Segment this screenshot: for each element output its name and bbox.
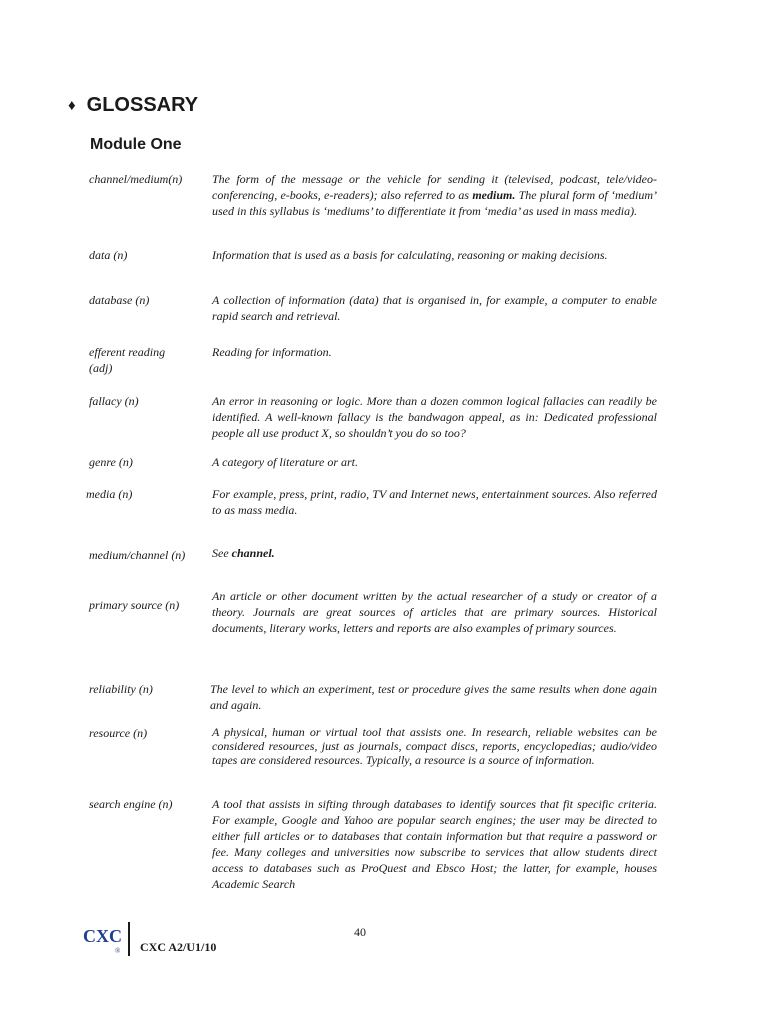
module-title: Module One: [90, 136, 182, 153]
svg-text:®: ®: [115, 947, 121, 955]
glossary-definition: Reading for information.: [212, 345, 332, 359]
page-number: 40: [354, 925, 366, 939]
glossary-term: media (n): [86, 487, 133, 501]
glossary-term: efferent reading (adj): [89, 345, 166, 375]
glossary-term: database (n): [89, 293, 150, 307]
glossary-term: genre (n): [89, 455, 133, 469]
footer-divider: [128, 922, 130, 956]
glossary-title: GLOSSARY: [86, 94, 199, 116]
glossary-definition: The level to which an experiment, test or procedure gives the same results when done again and again.: [210, 682, 657, 712]
glossary-term: channel/medium(n): [89, 172, 183, 186]
glossary-definition: A physical, human or virtual tool that assists one. In research, reliable websites can be considered resources, just as journals, compact discs, reports, encyclopedias; audio/video tapes are considered resources. Typically, a resource is a source of information.: [212, 725, 657, 767]
cxc-logo-icon: [83, 922, 123, 956]
glossary-definition: A category of literature or art.: [212, 455, 358, 469]
svg-text:CXC: CXC: [83, 926, 122, 946]
glossary-definition: The form of the message or the vehicle for sending it (televised, podcast, tele/video-conferencing, e-books, e-readers); also referred to as medium. The plural form of ‘medium’ used in this syllabus is ‘mediums’ to differentiate it from ‘media’ as used in mass media).: [212, 172, 657, 218]
glossary-definition: A collection of information (data) that is organised in, for example, a computer to enable rapid search and retrieval.: [212, 293, 657, 323]
diamond-bullet-icon: ♦: [68, 97, 76, 114]
glossary-definition: A tool that assists in sifting through databases to identify sources that fit specific criteria. For example, Google and Yahoo are popular search engines; the user may be directed to either full articles or to databases that contain information but that require a password or fee. Many colleges and universities now subscribe to services that allow students direct access to databases such as ProQuest and Ebsco Host; the latter, for example, houses Academic Search: [212, 797, 657, 891]
glossary-definition: An article or other document written by the actual researcher of a study or creator of a theory. Journals are great sources of articles that are primary sources. Historical documents, literary works, letters and reports are also examples of primary sources.: [212, 589, 657, 635]
glossary-term: search engine (n): [89, 797, 173, 811]
glossary-term: medium/channel (n): [89, 548, 186, 562]
glossary-term: reliability (n): [89, 682, 153, 696]
glossary-term: resource (n): [89, 726, 148, 740]
glossary-term: fallacy (n): [89, 394, 139, 408]
glossary-term: primary source (n): [89, 598, 180, 612]
glossary-term: data (n): [89, 248, 128, 262]
glossary-definition: An error in reasoning or logic. More than a dozen common logical fallacies can readily be identified. A well-known fallacy is the bandwagon appeal, as in: Dedicated professional people all use product X, so shouldn’t you do so too?: [212, 394, 657, 440]
glossary-definition: For example, press, print, radio, TV and Internet news, entertainment sources. Also referred to as mass media.: [212, 487, 657, 517]
glossary-heading: [68, 94, 198, 117]
document-code: CXC A2/U1/10: [140, 940, 217, 954]
glossary-definition: See channel.: [212, 546, 275, 560]
glossary-definition: Information that is used as a basis for calculating, reasoning or making decisions.: [212, 248, 608, 262]
